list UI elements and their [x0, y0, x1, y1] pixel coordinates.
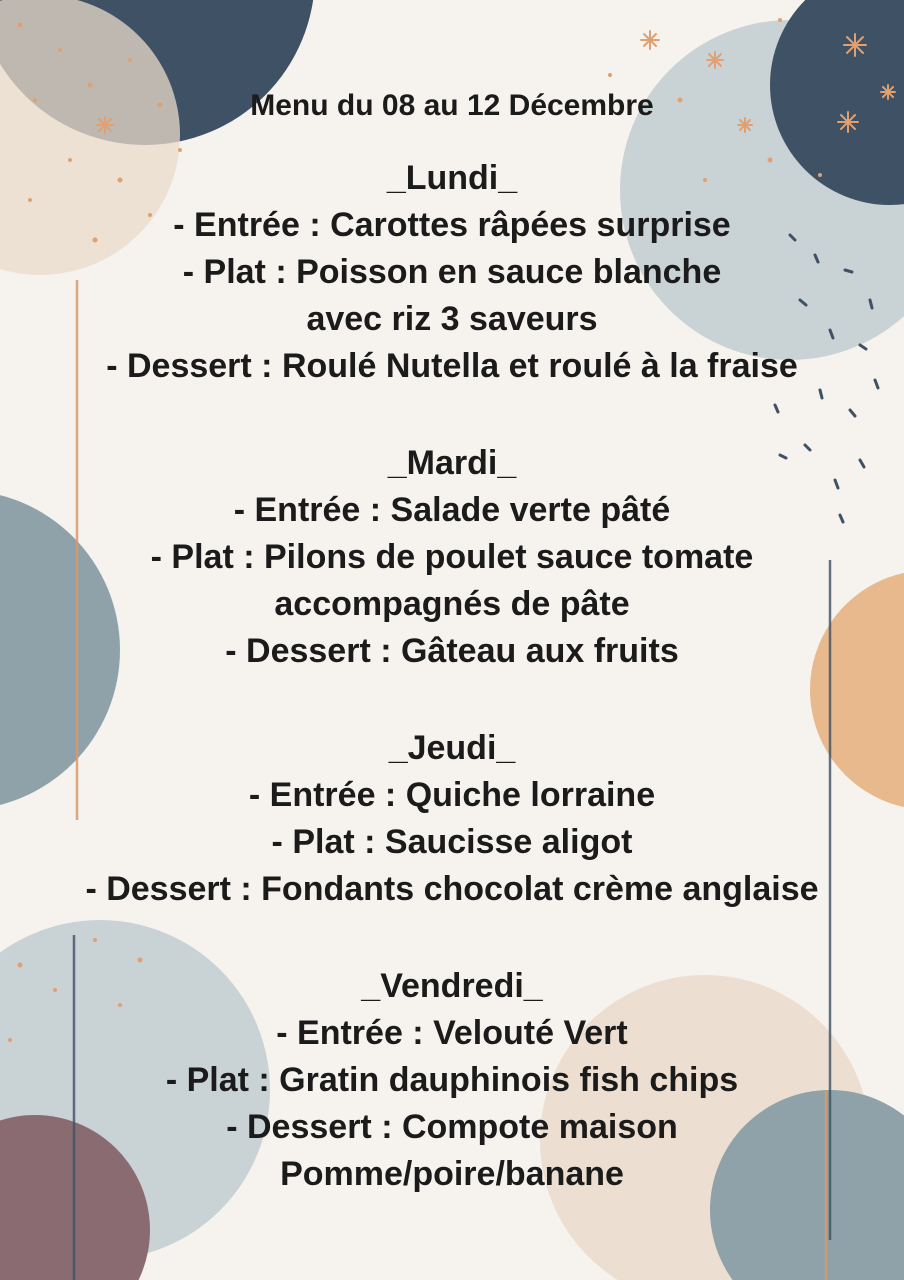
menu-line-plat: - Plat : Poisson en sauce blanche	[182, 253, 722, 291]
menu-line-dessert: - Dessert : Compote maison	[226, 1108, 678, 1146]
menu-line-dessert: - Dessert : Gâteau aux fruits	[225, 632, 679, 670]
day-section-vendredi	[0, 963, 904, 1198]
day-heading: _Lundi_	[386, 159, 518, 197]
day-section-jeudi	[0, 725, 904, 913]
menu-line-plat: - Plat : Saucisse aligot	[271, 823, 633, 861]
menu-line-dessert: - Dessert : Fondants chocolat crème anglaise	[85, 870, 819, 908]
menu-line-entree: - Entrée : Quiche lorraine	[248, 776, 656, 814]
menu-line-plat-continued: accompagnés de pâte	[274, 585, 630, 623]
menu-line-dessert-continued: Pomme/poire/banane	[280, 1155, 624, 1193]
day-heading: _Jeudi_	[388, 729, 516, 767]
menu-title: Menu du 08 au 12 Décembre	[250, 89, 654, 122]
menu-line-plat: - Plat : Gratin dauphinois fish chips	[165, 1061, 739, 1099]
day-heading: _Vendredi_	[361, 967, 543, 1005]
menu-line-plat: - Plat : Pilons de poulet sauce tomate	[150, 538, 754, 576]
day-section-lundi	[0, 155, 904, 390]
menu-line-plat-continued: avec riz 3 saveurs	[306, 300, 598, 338]
day-heading: _Mardi_	[387, 444, 517, 482]
menu-line-entree: - Entrée : Velouté Vert	[276, 1014, 628, 1052]
day-section-mardi	[0, 440, 904, 675]
menu-line-dessert: - Dessert : Roulé Nutella et roulé à la fraise	[106, 347, 798, 385]
menu-line-entree: - Entrée : Carottes râpées surprise	[173, 206, 731, 244]
menu-line-entree: - Entrée : Salade verte pâté	[233, 491, 671, 529]
